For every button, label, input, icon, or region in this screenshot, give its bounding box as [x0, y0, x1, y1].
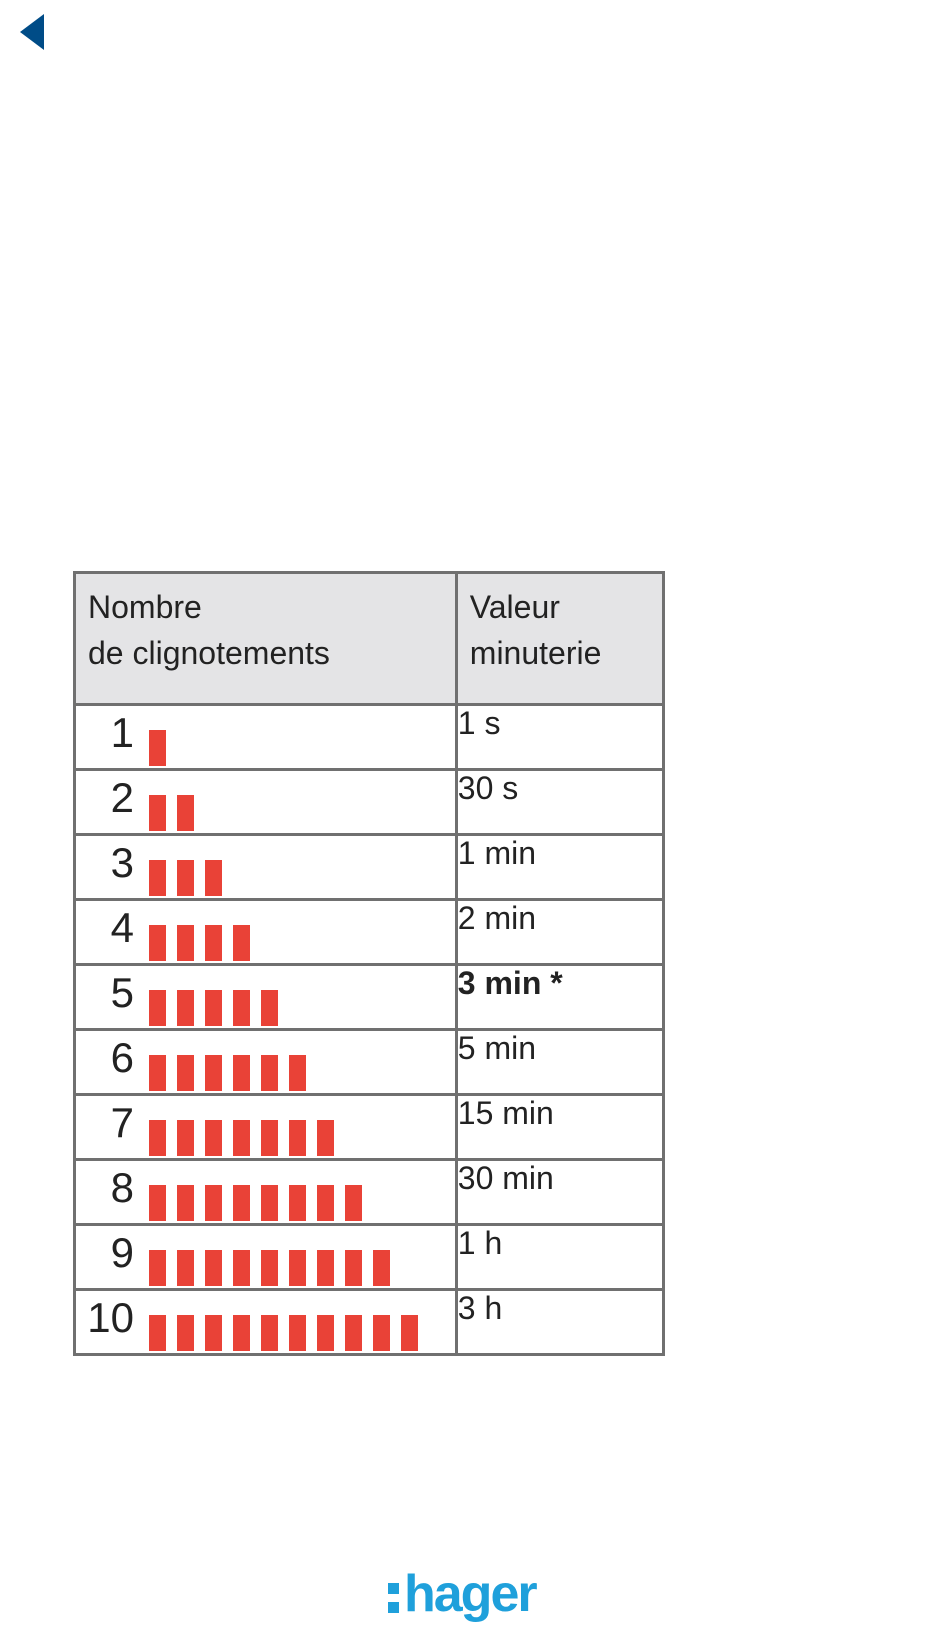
- blink-bar: [261, 1120, 278, 1156]
- table-row: [75, 1290, 664, 1355]
- timer-value-cell: 1 min: [456, 835, 663, 900]
- table-row: [75, 835, 664, 900]
- blink-bar: [345, 1250, 362, 1286]
- timer-value-cell: 5 min: [456, 1030, 663, 1095]
- blink-bars: [149, 925, 261, 961]
- blink-count-cell: [75, 1030, 457, 1095]
- blink-bar: [373, 1315, 390, 1351]
- blink-bar: [177, 860, 194, 896]
- blink-count-cell: [75, 1160, 457, 1225]
- table-row: [75, 705, 664, 770]
- blink-bar: [205, 1120, 222, 1156]
- blink-bar: [205, 1250, 222, 1286]
- blink-count-number: 6: [110, 1034, 134, 1081]
- blink-bar: [205, 990, 222, 1026]
- back-button[interactable]: [18, 14, 46, 50]
- blink-count-cell: [75, 1095, 457, 1160]
- timer-value-cell: 1 s: [456, 705, 663, 770]
- blink-count-cell: [75, 705, 457, 770]
- blink-count-number: 10: [87, 1294, 134, 1341]
- blink-bar: [233, 1315, 250, 1351]
- logo-colon-icon: [388, 1583, 399, 1613]
- blink-count-number: 2: [110, 774, 134, 821]
- blink-count-number: 7: [110, 1099, 134, 1146]
- blink-bar: [149, 1315, 166, 1351]
- header-blink-count-label: Nombre de clignotements: [88, 589, 330, 671]
- blink-bar: [261, 1055, 278, 1091]
- blink-bars: [149, 1055, 317, 1091]
- blink-bar: [149, 860, 166, 896]
- header-blink-count: [75, 573, 457, 705]
- timer-value-cell: 15 min: [456, 1095, 663, 1160]
- blink-bar: [317, 1120, 334, 1156]
- timer-value-cell: 2 min: [456, 900, 663, 965]
- timer-table: [73, 571, 665, 1356]
- table-row: [75, 770, 664, 835]
- blink-bars: [149, 1120, 345, 1156]
- header-timer-value-label: Valeur minuterie: [469, 589, 602, 671]
- blink-bars: [149, 1315, 429, 1351]
- blink-bar: [345, 1315, 362, 1351]
- hager-logo: [388, 1565, 536, 1623]
- blink-bar: [261, 1185, 278, 1221]
- blink-bar: [289, 1315, 306, 1351]
- table-body: [75, 705, 664, 1355]
- blink-bars: [149, 795, 205, 831]
- blink-bar: [205, 860, 222, 896]
- blink-bar: [177, 1055, 194, 1091]
- blink-bar: [205, 1055, 222, 1091]
- blink-bar: [149, 1185, 166, 1221]
- blink-bar: [373, 1250, 390, 1286]
- blink-bars: [149, 1185, 373, 1221]
- blink-bar: [289, 1185, 306, 1221]
- table-row: [75, 965, 664, 1030]
- blink-bar: [205, 1185, 222, 1221]
- blink-bar: [149, 1055, 166, 1091]
- blink-bar: [177, 1185, 194, 1221]
- blink-count-cell: [75, 770, 457, 835]
- blink-bar: [317, 1315, 334, 1351]
- blink-bar: [233, 925, 250, 961]
- blink-bar: [289, 1055, 306, 1091]
- blink-count-number: 8: [110, 1164, 134, 1211]
- header-timer-value: [456, 573, 663, 705]
- blink-bar: [289, 1120, 306, 1156]
- blink-bar: [149, 1120, 166, 1156]
- blink-count-cell: [75, 835, 457, 900]
- table-row: [75, 1225, 664, 1290]
- blink-count-number: 1: [110, 709, 134, 756]
- blink-bar: [233, 1120, 250, 1156]
- blink-count-cell: [75, 1290, 457, 1355]
- blink-bar: [317, 1185, 334, 1221]
- blink-bar: [233, 1055, 250, 1091]
- timer-value-cell: 3 h: [456, 1290, 663, 1355]
- blink-bar: [177, 925, 194, 961]
- blink-bar: [177, 1315, 194, 1351]
- blink-bar: [149, 795, 166, 831]
- blink-bar: [177, 990, 194, 1026]
- blink-bar: [149, 1250, 166, 1286]
- blink-bar: [261, 1315, 278, 1351]
- blink-bar: [233, 1250, 250, 1286]
- back-triangle-icon: [18, 14, 46, 50]
- blink-bar: [149, 925, 166, 961]
- blink-bar: [205, 1315, 222, 1351]
- blink-count-cell: [75, 965, 457, 1030]
- table-row: [75, 900, 664, 965]
- table-row: [75, 1095, 664, 1160]
- blink-bar: [345, 1185, 362, 1221]
- blink-bars: [149, 1250, 401, 1286]
- timer-value-cell: 3 min *: [456, 965, 663, 1030]
- timer-value-cell: 1 h: [456, 1225, 663, 1290]
- blink-bar: [149, 990, 166, 1026]
- blink-count-number: 4: [110, 904, 134, 951]
- blink-bar: [149, 730, 166, 766]
- blink-bar: [177, 1120, 194, 1156]
- blink-bar: [261, 990, 278, 1026]
- blink-bar: [233, 990, 250, 1026]
- blink-count-cell: [75, 1225, 457, 1290]
- table-header-row: [75, 573, 664, 705]
- blink-bar: [205, 925, 222, 961]
- blink-bar: [233, 1185, 250, 1221]
- blink-bar: [401, 1315, 418, 1351]
- blink-bar: [289, 1250, 306, 1286]
- blink-count-number: 5: [110, 969, 134, 1016]
- blink-count-number: 9: [110, 1229, 134, 1276]
- table-row: [75, 1030, 664, 1095]
- blink-bars: [149, 990, 289, 1026]
- blink-count-cell: [75, 900, 457, 965]
- blink-bar: [177, 1250, 194, 1286]
- blink-bars: [149, 730, 177, 766]
- blink-bar: [261, 1250, 278, 1286]
- blink-count-number: 3: [110, 839, 134, 886]
- table-row: [75, 1160, 664, 1225]
- blink-bar: [177, 795, 194, 831]
- timer-value-cell: 30 s: [456, 770, 663, 835]
- timer-value-cell: 30 min: [456, 1160, 663, 1225]
- logo-text: hager: [404, 1565, 536, 1623]
- blink-bars: [149, 860, 233, 896]
- blink-bar: [317, 1250, 334, 1286]
